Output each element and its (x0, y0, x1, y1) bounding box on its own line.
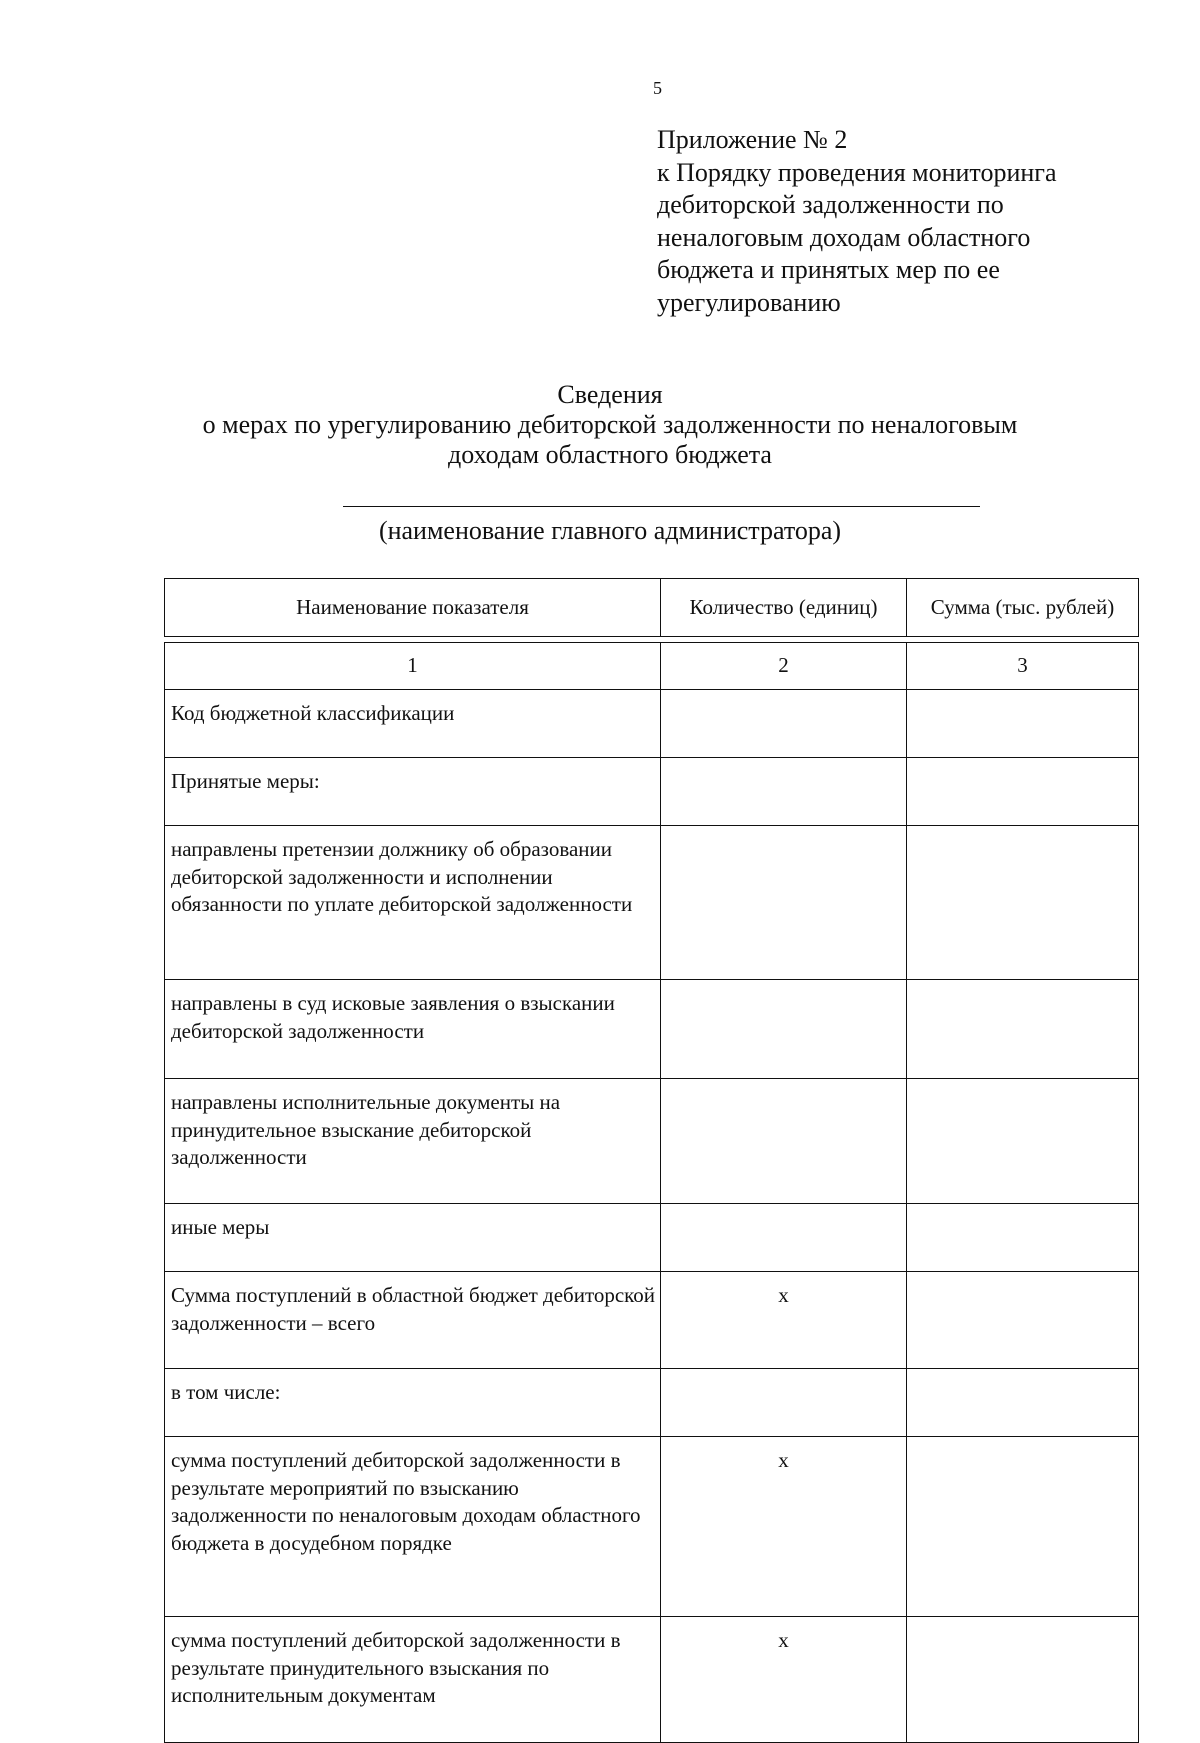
row-label: Сумма поступлений в областной бюджет дебиторской задолженности – всего (165, 1272, 661, 1369)
administrator-caption: (наименование главного администратора) (378, 516, 842, 545)
sum-cell (907, 980, 1139, 1079)
quantity-cell: x (661, 1437, 907, 1617)
measures-table (164, 578, 1139, 1743)
title-line: Сведения (557, 380, 663, 409)
table-row (165, 1369, 1139, 1437)
quantity-cell (661, 1204, 907, 1272)
sum-cell (907, 1369, 1139, 1437)
appendix-heading (657, 124, 1127, 319)
table-row (165, 758, 1139, 826)
table-row (165, 1079, 1139, 1204)
row-label: иные меры (165, 1204, 661, 1272)
table-row (165, 980, 1139, 1079)
column-number: 3 (907, 643, 1139, 690)
page-number: 5 (653, 78, 662, 98)
sum-cell (907, 690, 1139, 758)
appendix-line: к Порядку проведения мониторинга (657, 157, 1057, 187)
administrator-blank-line (343, 506, 980, 507)
table-row (165, 1617, 1139, 1743)
row-label: сумма поступлений дебиторской задолженности в результате принудительного взыскания по исполнительным документам (165, 1617, 661, 1743)
quantity-cell (661, 1369, 907, 1437)
sum-cell (907, 1272, 1139, 1369)
quantity-cell (661, 758, 907, 826)
quantity-cell: x (661, 1272, 907, 1369)
quantity-cell (661, 980, 907, 1079)
row-label: Код бюджетной классификации (165, 690, 661, 758)
appendix-line: урегулированию (657, 287, 841, 317)
sum-cell (907, 826, 1139, 980)
row-label: сумма поступлений дебиторской задолженности в результате мероприятий по взысканию задолженности по неналоговым доходам областного бюджета в досудебном порядке (165, 1437, 661, 1617)
column-number: 1 (165, 643, 661, 690)
row-label: в том числе: (165, 1369, 661, 1437)
quantity-cell: x (661, 1617, 907, 1743)
table-row (165, 1204, 1139, 1272)
row-label: направлены исполнительные документы на принудительное взыскание дебиторской задолженности (165, 1079, 661, 1204)
table-row (165, 826, 1139, 980)
header-sum: Сумма (тыс. рублей) (907, 579, 1139, 637)
table-row (165, 690, 1139, 758)
title-line: о мерах по урегулированию дебиторской задолженности по неналоговым (202, 410, 1018, 439)
appendix-line: неналоговым доходам областного (657, 222, 1031, 252)
sum-cell (907, 758, 1139, 826)
row-label: направлены претензии должнику об образовании дебиторской задолженности и исполнении обязанности по уплате дебиторской задолженности (165, 826, 661, 980)
sum-cell (907, 1204, 1139, 1272)
column-number-row (165, 643, 1139, 690)
sum-cell (907, 1617, 1139, 1743)
sum-cell (907, 1079, 1139, 1204)
appendix-line: Приложение № 2 (657, 125, 848, 154)
appendix-line: дебиторской задолженности по (657, 190, 1004, 219)
quantity-cell (661, 690, 907, 758)
column-number: 2 (661, 643, 907, 690)
row-label: Принятые меры: (165, 758, 661, 826)
document-title (100, 380, 1120, 470)
title-line: доходам областного бюджета (448, 440, 772, 469)
table-row (165, 1272, 1139, 1369)
table-row (165, 1437, 1139, 1617)
header-quantity: Количество (единиц) (661, 579, 907, 637)
sum-cell (907, 1437, 1139, 1617)
header-indicator-name: Наименование показателя (165, 579, 661, 637)
row-label: направлены в суд исковые заявления о взыскании дебиторской задолженности (165, 980, 661, 1079)
quantity-cell (661, 826, 907, 980)
table-header-row (165, 579, 1139, 637)
appendix-line: бюджета и принятых мер по ее (657, 255, 1000, 284)
quantity-cell (661, 1079, 907, 1204)
